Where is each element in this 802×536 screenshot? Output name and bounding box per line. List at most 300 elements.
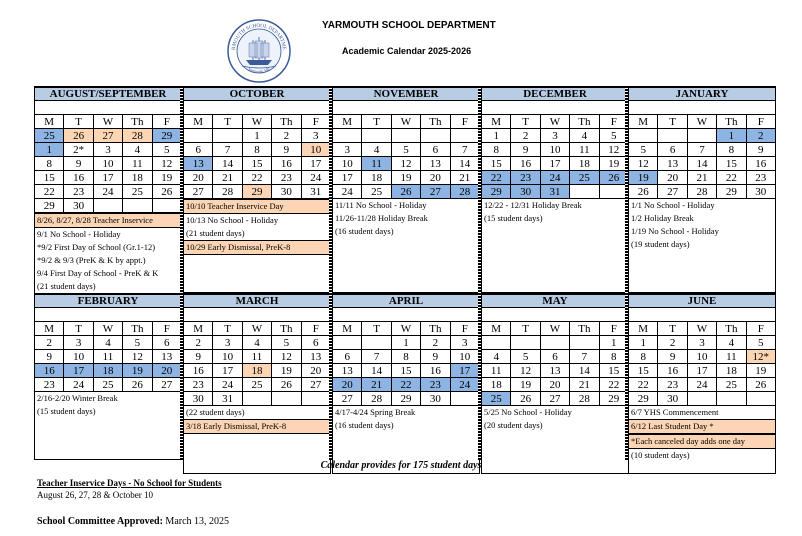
day-cell: 1 <box>482 129 511 143</box>
day-cell: 22 <box>629 378 658 392</box>
weekday-label: T <box>658 322 687 336</box>
weekday-label: T <box>511 115 540 129</box>
week-row <box>35 199 182 213</box>
day-cell <box>450 392 479 406</box>
day-cell: 27 <box>301 378 330 392</box>
day-cell: 1 <box>629 336 658 350</box>
day-cell: 6 <box>301 336 330 350</box>
weekday-label: W <box>242 322 271 336</box>
day-cell: 9 <box>64 157 93 171</box>
day-cell <box>450 129 479 143</box>
month-note: 2/16-2/20 Winter Break <box>37 393 118 403</box>
weekday-label: Th <box>272 115 301 129</box>
day-cell: 19 <box>599 157 628 171</box>
column-separator <box>625 86 628 293</box>
day-cell: 30 <box>746 185 775 199</box>
month-note: 9/1 No School - Holiday <box>37 229 121 239</box>
month-note: 8/26, 8/27, 8/28 Teacher Inservice <box>34 213 182 228</box>
teacher-inservice-dates: August 26, 27, 28 & October 10 <box>37 490 153 500</box>
day-cell: 2 <box>421 336 450 350</box>
month-february <box>34 293 182 460</box>
weekday-label: W <box>93 322 122 336</box>
day-cell: 22 <box>242 171 271 185</box>
day-cell <box>717 392 746 406</box>
month-title: DECEMBER <box>481 86 629 101</box>
day-cell: 12 <box>152 157 181 171</box>
day-cell: 10 <box>333 157 362 171</box>
teacher-inservice-heading: Teacher Inservice Days - No School for Students <box>37 478 222 488</box>
day-cell: 12 <box>629 157 658 171</box>
week-row <box>333 143 480 157</box>
day-cell: 16 <box>421 364 450 378</box>
day-cell: 24 <box>64 378 93 392</box>
day-cell: 20 <box>421 171 450 185</box>
month-october <box>183 86 331 293</box>
weekday-row <box>482 115 629 129</box>
day-cell: 25 <box>93 378 122 392</box>
day-cell <box>362 129 391 143</box>
day-cell: 15 <box>629 364 658 378</box>
day-cell: 14 <box>450 157 479 171</box>
day-cell: 5 <box>511 350 540 364</box>
day-cell: 23 <box>658 378 687 392</box>
week-row <box>333 378 480 392</box>
day-cell: 9 <box>184 350 213 364</box>
weekday-label: M <box>333 115 362 129</box>
day-cell: 8 <box>717 143 746 157</box>
week-row <box>35 129 182 143</box>
day-cell: 14 <box>213 157 242 171</box>
day-cell: 7 <box>213 143 242 157</box>
weekday-row <box>482 322 629 336</box>
month-days-table <box>332 321 480 406</box>
weekday-label: Th <box>570 115 599 129</box>
day-cell: 15 <box>717 157 746 171</box>
month-days-table <box>628 114 776 199</box>
day-cell: 18 <box>482 378 511 392</box>
weekday-label: F <box>599 322 628 336</box>
day-cell: 2 <box>184 336 213 350</box>
weekday-label: T <box>511 322 540 336</box>
week-row <box>629 336 776 350</box>
month-march <box>183 293 331 474</box>
day-cell: 16 <box>35 364 64 378</box>
week-row <box>35 157 182 171</box>
day-cell: 13 <box>540 364 569 378</box>
month-note: 11/26-11/28 Holiday Break <box>335 213 428 223</box>
month-days-table <box>183 321 331 406</box>
day-cell: 11 <box>362 157 391 171</box>
weekday-label: F <box>152 322 181 336</box>
month-note: (19 student days) <box>631 239 690 249</box>
day-cell: 20 <box>152 364 181 378</box>
week-row <box>333 364 480 378</box>
day-cell: 9 <box>35 350 64 364</box>
month-december <box>481 86 629 293</box>
day-cell: 6 <box>333 350 362 364</box>
approval-line <box>37 516 229 527</box>
column-separator <box>180 293 183 460</box>
day-cell: 17 <box>687 364 716 378</box>
day-cell: 15 <box>242 157 271 171</box>
day-cell: 3 <box>213 336 242 350</box>
day-cell: 28 <box>123 129 152 143</box>
day-cell: 29 <box>599 392 628 406</box>
day-cell <box>272 392 301 406</box>
day-cell: 5 <box>152 143 181 157</box>
column-separator <box>180 86 183 293</box>
day-cell: 24 <box>301 171 330 185</box>
day-cell: 21 <box>687 171 716 185</box>
month-days-table <box>34 321 182 392</box>
weekday-label: Th <box>421 322 450 336</box>
month-spacer <box>183 101 331 114</box>
day-cell: 16 <box>64 171 93 185</box>
day-cell: 4 <box>482 350 511 364</box>
day-cell <box>540 336 569 350</box>
week-row <box>184 336 331 350</box>
day-cell: 12 <box>599 143 628 157</box>
week-row <box>184 143 331 157</box>
month-note: 10/13 No School - Holiday <box>186 215 279 225</box>
weekday-label: W <box>391 115 420 129</box>
day-cell: 11 <box>717 350 746 364</box>
day-cell: 23 <box>35 378 64 392</box>
day-cell: 6 <box>421 143 450 157</box>
day-cell: 14 <box>570 364 599 378</box>
day-cell: 15 <box>35 171 64 185</box>
day-cell: 27 <box>152 378 181 392</box>
day-cell: 10 <box>687 350 716 364</box>
weekday-label: T <box>362 322 391 336</box>
week-row <box>333 129 480 143</box>
day-cell <box>570 185 599 199</box>
day-cell: 27 <box>93 129 122 143</box>
month-spacer <box>34 101 182 114</box>
week-row <box>35 336 182 350</box>
day-cell: 27 <box>421 185 450 199</box>
day-cell: 2 <box>746 129 775 143</box>
week-row <box>184 392 331 406</box>
day-cell: 16 <box>511 157 540 171</box>
month-note: *9/2 & 9/3 (PreK & K by appt.) <box>37 255 146 265</box>
weekday-label: F <box>746 322 775 336</box>
day-cell: 29 <box>152 129 181 143</box>
day-cell: 13 <box>658 157 687 171</box>
day-cell: 20 <box>540 378 569 392</box>
day-cell: 8 <box>482 143 511 157</box>
week-row <box>333 171 480 185</box>
day-cell: 19 <box>272 364 301 378</box>
month-title: NOVEMBER <box>332 86 480 101</box>
day-cell: 5 <box>272 336 301 350</box>
day-cell: 1 <box>391 336 420 350</box>
week-row <box>629 392 776 406</box>
week-row <box>482 364 629 378</box>
day-cell: 5 <box>599 129 628 143</box>
day-cell: 17 <box>333 171 362 185</box>
day-cell: 15 <box>599 364 628 378</box>
week-row <box>629 364 776 378</box>
day-cell: 24 <box>687 378 716 392</box>
day-cell <box>482 336 511 350</box>
week-row <box>482 378 629 392</box>
day-cell: 17 <box>64 364 93 378</box>
day-cell: 31 <box>540 185 569 199</box>
day-cell <box>333 129 362 143</box>
week-row <box>629 171 776 185</box>
month-note: *9/2 First Day of School (Gr.1-12) <box>37 242 156 252</box>
day-cell: 7 <box>687 143 716 157</box>
month-title: MARCH <box>183 293 331 308</box>
weekday-label: W <box>540 115 569 129</box>
day-cell: 30 <box>272 185 301 199</box>
day-cell: 4 <box>362 143 391 157</box>
column-separator <box>329 293 332 460</box>
week-row <box>482 129 629 143</box>
weekday-label: M <box>482 322 511 336</box>
day-cell: 1 <box>717 129 746 143</box>
day-cell: 19 <box>629 171 658 185</box>
day-cell: 13 <box>184 157 213 171</box>
month-note: (15 student days) <box>484 213 543 223</box>
month-note: 6/12 Last Student Day * <box>628 419 776 434</box>
day-cell: 22 <box>391 378 420 392</box>
day-cell: 3 <box>301 129 330 143</box>
weekday-label: Th <box>123 322 152 336</box>
day-cell: 23 <box>184 378 213 392</box>
day-cell: 12 <box>123 350 152 364</box>
day-cell <box>333 336 362 350</box>
month-spacer <box>481 308 629 321</box>
day-cell: 28 <box>213 185 242 199</box>
week-row <box>35 378 182 392</box>
day-cell: 3 <box>687 336 716 350</box>
month-may <box>481 293 629 474</box>
month-notes <box>481 199 629 293</box>
day-cell: 12* <box>746 350 775 364</box>
day-cell: 10 <box>64 350 93 364</box>
week-row <box>629 129 776 143</box>
month-title: APRIL <box>332 293 480 308</box>
day-cell: 2* <box>64 143 93 157</box>
approval-date: March 13, 2025 <box>165 516 230 527</box>
day-cell: 12 <box>391 157 420 171</box>
day-cell: 19 <box>746 364 775 378</box>
day-cell: 8 <box>35 157 64 171</box>
day-cell <box>746 392 775 406</box>
day-cell: 24 <box>93 185 122 199</box>
weekday-row <box>35 115 182 129</box>
month-note: *Each canceled day adds one day <box>628 434 776 449</box>
week-row <box>184 378 331 392</box>
weekday-label: T <box>213 322 242 336</box>
day-cell: 11 <box>93 350 122 364</box>
day-cell: 31 <box>301 185 330 199</box>
day-cell: 26 <box>599 171 628 185</box>
week-row <box>35 185 182 199</box>
month-note: (20 student days) <box>484 420 543 430</box>
day-cell: 25 <box>570 171 599 185</box>
week-row <box>482 143 629 157</box>
day-cell: 2 <box>511 129 540 143</box>
weekday-label: M <box>629 322 658 336</box>
svg-text:YARMOUTH SCHOOL DEPARTMENT: RMOUTH SCHOOL DEPARTME <box>230 22 288 51</box>
day-cell: 6 <box>184 143 213 157</box>
day-cell: 21 <box>362 378 391 392</box>
day-cell: 7 <box>570 350 599 364</box>
month-note: 9/4 First Day of School - PreK & K <box>37 268 159 278</box>
day-cell: 23 <box>511 171 540 185</box>
day-cell: 5 <box>746 336 775 350</box>
day-cell: 30 <box>511 185 540 199</box>
day-cell <box>687 129 716 143</box>
day-cell: 26 <box>123 378 152 392</box>
month-days-table <box>481 321 629 406</box>
day-cell: 28 <box>687 185 716 199</box>
day-cell: 7 <box>450 143 479 157</box>
month-note: 4/17-4/24 Spring Break <box>335 407 416 417</box>
weekday-label: M <box>35 115 64 129</box>
month-note: 1/2 Holiday Break <box>631 213 694 223</box>
week-row <box>482 171 629 185</box>
weekday-row <box>629 322 776 336</box>
weekday-row <box>333 115 480 129</box>
weekday-label: Th <box>123 115 152 129</box>
day-cell <box>93 199 122 213</box>
day-cell: 29 <box>391 392 420 406</box>
month-notes <box>34 392 182 460</box>
day-cell: 27 <box>540 392 569 406</box>
month-january <box>628 86 776 293</box>
month-note: (15 student days) <box>37 406 96 416</box>
day-cell: 10 <box>213 350 242 364</box>
month-note: 10/29 Early Dismissal, PreK-8 <box>183 240 331 255</box>
day-cell: 2 <box>658 336 687 350</box>
week-row <box>629 143 776 157</box>
week-row <box>35 364 182 378</box>
weekday-label: F <box>450 115 479 129</box>
day-cell <box>362 336 391 350</box>
day-cell: 29 <box>35 199 64 213</box>
day-cell: 8 <box>242 143 271 157</box>
day-cell: 20 <box>658 171 687 185</box>
day-cell: 18 <box>570 157 599 171</box>
weekday-label: W <box>242 115 271 129</box>
weekday-label: W <box>540 322 569 336</box>
weekday-label: M <box>35 322 64 336</box>
week-row <box>333 392 480 406</box>
week-row <box>333 157 480 171</box>
week-row <box>482 157 629 171</box>
weekday-label: W <box>687 322 716 336</box>
day-cell: 9 <box>272 143 301 157</box>
day-cell: 12 <box>272 350 301 364</box>
day-cell: 13 <box>152 350 181 364</box>
day-cell: 18 <box>242 364 271 378</box>
day-cell: 10 <box>301 143 330 157</box>
day-cell: 24 <box>333 185 362 199</box>
month-spacer <box>332 101 480 114</box>
school-seal-logo <box>226 18 292 84</box>
day-cell: 8 <box>391 350 420 364</box>
week-row <box>482 185 629 199</box>
day-cell: 19 <box>123 364 152 378</box>
day-cell: 16 <box>658 364 687 378</box>
month-days-table <box>183 114 331 199</box>
day-cell: 20 <box>184 171 213 185</box>
day-cell: 13 <box>421 157 450 171</box>
weekday-label: T <box>64 115 93 129</box>
day-cell: 24 <box>450 378 479 392</box>
day-cell: 7 <box>362 350 391 364</box>
month-april <box>332 293 480 474</box>
weekday-label: T <box>362 115 391 129</box>
day-cell: 20 <box>301 364 330 378</box>
weekday-label: M <box>482 115 511 129</box>
weekday-label: F <box>301 115 330 129</box>
day-cell <box>629 129 658 143</box>
week-row <box>35 171 182 185</box>
month-spacer <box>332 308 480 321</box>
day-cell: 21 <box>450 171 479 185</box>
month-title: OCTOBER <box>183 86 331 101</box>
weekday-row <box>629 115 776 129</box>
month-spacer <box>628 308 776 321</box>
month-days-table <box>628 321 776 406</box>
day-cell: 9 <box>421 350 450 364</box>
day-cell: 18 <box>123 171 152 185</box>
week-row <box>629 350 776 364</box>
day-cell: 1 <box>35 143 64 157</box>
day-cell: 4 <box>242 336 271 350</box>
month-title: JANUARY <box>628 86 776 101</box>
weekday-label: F <box>450 322 479 336</box>
day-cell: 11 <box>570 143 599 157</box>
day-cell: 22 <box>717 171 746 185</box>
weekday-label: M <box>629 115 658 129</box>
day-cell: 30 <box>421 392 450 406</box>
day-cell <box>511 336 540 350</box>
day-cell: 23 <box>272 171 301 185</box>
day-cell: 28 <box>450 185 479 199</box>
day-cell: 11 <box>242 350 271 364</box>
week-row <box>629 157 776 171</box>
month-title: JUNE <box>628 293 776 308</box>
day-cell: 27 <box>333 392 362 406</box>
week-row <box>482 392 629 406</box>
day-cell: 26 <box>272 378 301 392</box>
day-cell: 8 <box>629 350 658 364</box>
calendar-title: Academic Calendar 2025-2026 <box>342 46 472 56</box>
day-cell <box>242 392 271 406</box>
month-note: (21 student days) <box>186 228 245 238</box>
day-cell: 28 <box>362 392 391 406</box>
day-cell: 1 <box>599 336 628 350</box>
weekday-label: W <box>93 115 122 129</box>
day-cell: 30 <box>64 199 93 213</box>
day-cell: 18 <box>717 364 746 378</box>
day-cell: 19 <box>391 171 420 185</box>
day-cell: 17 <box>93 171 122 185</box>
svg-text:Yarmouth, ME: Yarmouth, ME <box>247 66 271 75</box>
day-cell: 3 <box>93 143 122 157</box>
day-cell: 29 <box>717 185 746 199</box>
week-row <box>35 350 182 364</box>
day-cell: 15 <box>391 364 420 378</box>
column-separator <box>625 293 628 460</box>
day-cell: 26 <box>391 185 420 199</box>
